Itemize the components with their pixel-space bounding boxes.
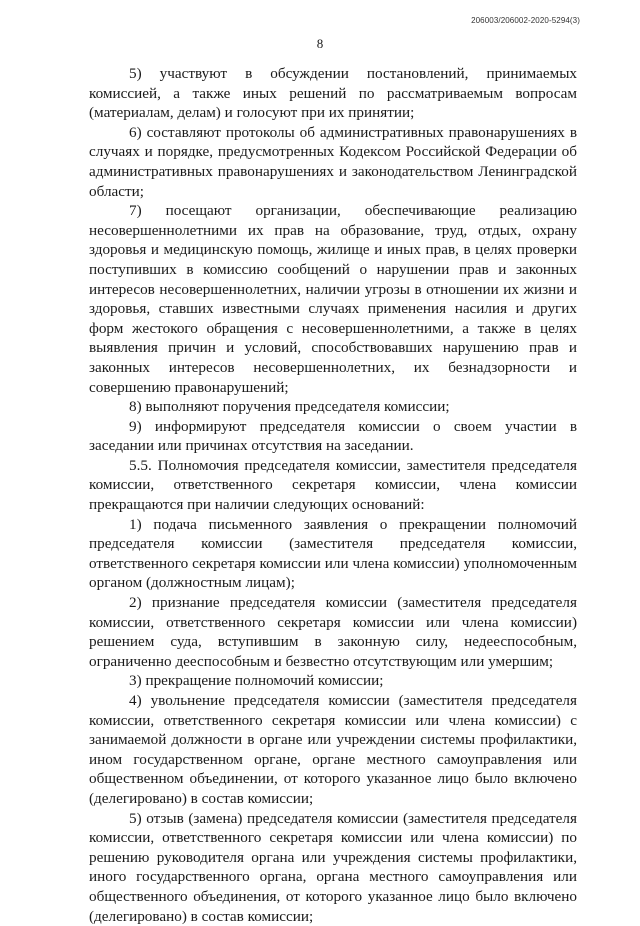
page-number: 8 bbox=[316, 36, 324, 51]
section-5-5: 5.5. Полномочия председателя комиссии, заместителя председателя комиссии, ответственного секретаря комиссии, члена комиссии прекращаются при наличии следующих оснований: bbox=[89, 456, 577, 514]
paragraph-ground-2: 2) признание председателя комиссии (заместителя председателя комиссии, ответственного секретаря комиссии или члена комиссии) решением суда, вступившим в законную силу, недееспособным, ограниченно дееспособным и безвестно отсутствующим или умершим; bbox=[89, 594, 577, 670]
paragraph-ground-3: 3) прекращение полномочий комиссии; bbox=[129, 672, 384, 690]
paragraph-item-6: 6) составляют протоколы об административных правонарушениях в случаях и порядке, предусмотренных Кодексом Российской Федерации об административных правонарушениях и законодательством Ленинградской области; bbox=[89, 123, 577, 200]
document-body bbox=[89, 64, 577, 926]
paragraph-item-8: 8) выполняют поручения председателя комиссии; bbox=[129, 398, 450, 416]
paragraph-ground-5: 5) отзыв (замена) председателя комиссии (заместителя председателя комиссии, ответственного секретаря комиссии или члена комиссии) по решению руководителя органа или учреждения системы профилактики, иного государственного органа, органа местного самоуправления или общественного объединения, от которого указанное лицо было включено (делегировано) в состав комиссии; bbox=[89, 809, 577, 925]
paragraph-item-7: 7) посещают организации, обеспечивающие реализацию несовершеннолетними их прав на образование, труд, отдых, охрану здоровья и медицинскую помощь, жилище и иных прав, в целях проверки поступивших в комиссию сообщений о нарушении прав и законных интересов несовершеннолетних, наличии угрозы в отношении их жизни и здоровья, ставших известными случаях применения насилия и других форм жестокого обращения с несовершеннолетними, а также в целях выявления причин и условий, способствовавших нарушению прав и законных интересов несовершеннолетних, их безнадзорности и совершению правонарушений; bbox=[89, 202, 577, 396]
paragraph-item-5: 5) участвуют в обсуждении постановлений, принимаемых комиссией, а также иных решений по рассматриваемым вопросам (материалам, делам) и голосуют при их принятии; bbox=[89, 65, 577, 122]
paragraph-ground-1: 1) подача письменного заявления о прекращении полномочий председателя комиссии (заместителя председателя комиссии, ответственного секретаря комиссии или члена комиссии) уполномоченным органом (должностным лицам); bbox=[89, 515, 577, 592]
paragraph-ground-4: 4) увольнение председателя комиссии (заместителя председателя комиссии, ответственного секретаря комиссии или члена комиссии) с занимаемой должности в органе или учреждении системы профилактики, ином государственном органе, органе местного самоуправления или общественном объединении, от которого указанное лицо было включено (делегировано) в состав комиссии; bbox=[89, 692, 577, 807]
document-code: 206003/206002-2020-5294(3) bbox=[471, 16, 580, 25]
paragraph-item-9: 9) информируют председателя комиссии о своем участии в заседании или причинах отсутствия на заседании. bbox=[89, 417, 577, 455]
